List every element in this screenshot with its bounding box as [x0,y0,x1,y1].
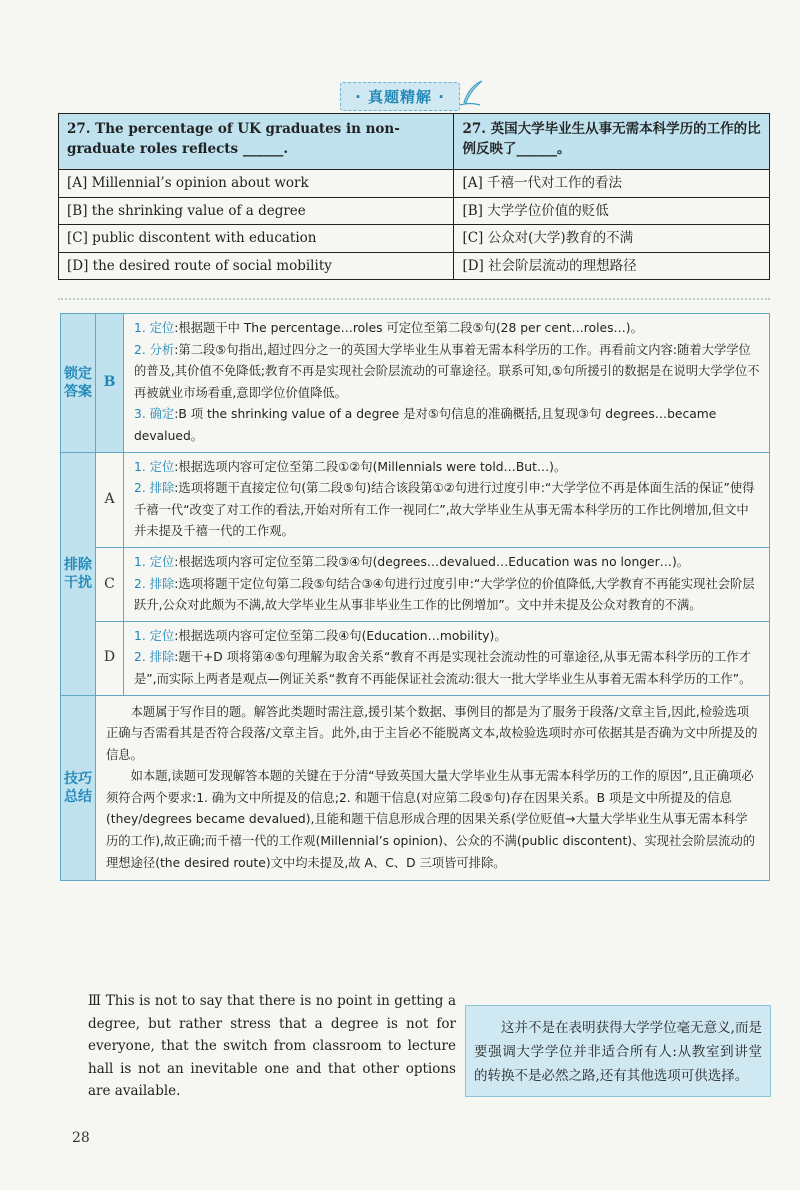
lock-answer-label: 锁定答案 [61,314,96,453]
point-key: 2. 分析 [134,342,175,357]
tips-text [96,695,770,881]
option-zh: [C] 公众对(大学)教育的不满 [454,225,770,253]
page-number: 28 [72,1130,90,1146]
point-key: 1. 定位 [134,554,175,569]
divider [58,298,770,300]
answer-point [134,340,761,405]
point-key: 1. 定位 [134,321,175,335]
distractor-row-c [61,547,770,621]
question-stem-row [59,114,770,170]
point-key: 2. 排除 [134,576,175,591]
passage-english: Ⅲ This is not to say that there is no point in getting a degree, but rather stress that a degree is not for everyone, that the switch from classroom to lecture hall is not an inevitable one and that other options are available. [88,993,456,1099]
point-text: :根据选项内容可定位至第二段③④句(degrees…devalued…Education was no longer…)。 [174,554,690,569]
answer-row [61,314,770,453]
distractor-point [134,574,761,617]
point-text: :根据选项内容可定位至第二段④句(Education…mobility)。 [174,628,507,643]
point-text: :第二段⑤句指出,超过四分之一的英国大学毕业生从事着无需本科学历的工作。再看前文内容:随着大学学位的普及,其价值不免降低;教育不再是实现社会阶层流动的可靠途径。联系可知,⑤句所援引的数据是在说明大学学位不再被就业市场看重,意即学位价值降低。 [134,342,760,400]
option-row-c [59,225,770,253]
distractor-letter: C [96,547,124,621]
point-key: 2. 排除 [134,650,175,665]
distractor-letter: D [96,621,124,695]
passage-translation: 这并不是在表明获得大学学位毫无意义,而是要强调大学学位并非适合所有人:从教室到讲堂的转换不是必然之路,还有其他选项可供选择。 [465,1005,771,1097]
point-key: 3. 确定 [134,407,175,422]
option-en: [B] the shrinking value of a degree [59,197,454,225]
question-table [58,113,770,280]
exclude-label: 排除干扰 [61,452,96,695]
point-text: :选项将题干定位句第二段⑤句结合③④句进行过度引申:“大学学位的价值降低,大学教育不再能实现社会阶层跃升,公众对此颇为不满,故大学毕业生从事非毕业生工作的比例增加”。文中并未提及公众对教育的不满。 [134,576,755,613]
section-header [0,82,800,111]
option-zh: [D] 社会阶层流动的理想路径 [454,252,770,280]
option-zh: [A] 千禧一代对工作的看法 [454,170,770,198]
distractor-explanation [124,547,770,621]
point-text: :B 项 the shrinking value of a degree 是对⑤句信息的准确概括,且复现③句 degrees…became devalued。 [134,407,717,443]
answer-explanation [124,314,770,453]
section-badge: · 真题精解 · [340,82,460,111]
distractor-letter: A [96,452,124,547]
point-text: :根据题干中 The percentage…roles 可定位至第二段⑤句(28 per cent…roles…)。 [174,321,643,335]
answer-point [134,404,761,447]
answer-letter: B [96,314,124,453]
tips-paragraph: 本题属于写作目的题。解答此类题时需注意,援引某个数据、事例目的都是为了服务于段落/文章主旨,因此,检验选项正确与否需看其是否符合段落/文章主旨。此外,由于主旨必不能脱离文本,故检验选项时亦可依据其是否确为文中所提及的信息。 [106,704,758,762]
distractor-point [134,626,761,648]
option-en: [C] public discontent with education [59,225,454,253]
distractor-explanation [124,452,770,547]
quill-icon [456,78,486,108]
question-stem-zh: 27. 英国大学毕业生从事无需本科学历的工作的比例反映了______。 [454,114,770,170]
option-row-d [59,252,770,280]
distractor-point [134,552,761,574]
distractor-point [134,457,761,479]
point-text: :根据选项内容可定位至第二段①②句(Millennials were told…But…)。 [174,459,567,474]
option-row-a [59,170,770,198]
distractor-row-d [61,621,770,695]
option-zh: [B] 大学学位价值的贬低 [454,197,770,225]
tips-row [61,695,770,881]
answer-point [134,318,761,340]
distractor-point [134,647,761,690]
point-text: :选项将题干直接定位句(第二段⑤句)结合该段第①②句进行过度引申:“大学学位不再是体面生活的保证”使得千禧一代“改变了对工作的看法,开始对所有工作一视同仁”,故大学毕业生从事无需本科学历的工作比例增加,但文中并未提及千禧一代的工作观。 [134,481,755,539]
point-key: 1. 定位 [134,459,175,474]
option-en: [D] the desired route of social mobility [59,252,454,280]
tips-paragraph: 如本题,读题可发现解答本题的关键在于分清“导致英国大量大学毕业生从事无需本科学历的工作的原因”,且正确项必须符合两个要求:1. 确为文中所提及的信息;2. 和题干信息(对应第二段⑤句)存在因果关系。B 项是文中所提及的信息(they/degrees became devalued),且能和题干信息形成合理的因果关系(学位贬值→大量大学毕业生从事无需本科学历的工作),故正确;而千禧一代的工作观(Millennial’s opinion)、公众的不满(public discontent)、实现社会阶层流动的理想途径(the desired route)文中均未提及,故 A、C、D 三项皆可排除。 [106,769,756,870]
question-stem-en: 27. The percentage of UK graduates in non-graduate roles reflects ______. [59,114,454,170]
point-key: 1. 定位 [134,628,175,643]
distractor-explanation [124,621,770,695]
analysis-table [60,313,770,881]
distractor-row-a [61,452,770,547]
point-text: :题干+D 项将第④⑤句理解为取舍关系“教育不再是实现社会流动性的可靠途径,从事无需本科学历的工作才是”,而实际上两者是观点—例证关系“教育不再能保证社会流动:很大一批大学毕业生从事着无需本科学历的工作”。 [134,650,752,686]
point-key: 2. 排除 [134,481,175,496]
option-en: [A] Millennial’s opinion about work [59,170,454,198]
distractor-point [134,478,761,543]
option-row-b [59,197,770,225]
tips-label: 技巧总结 [61,695,96,881]
